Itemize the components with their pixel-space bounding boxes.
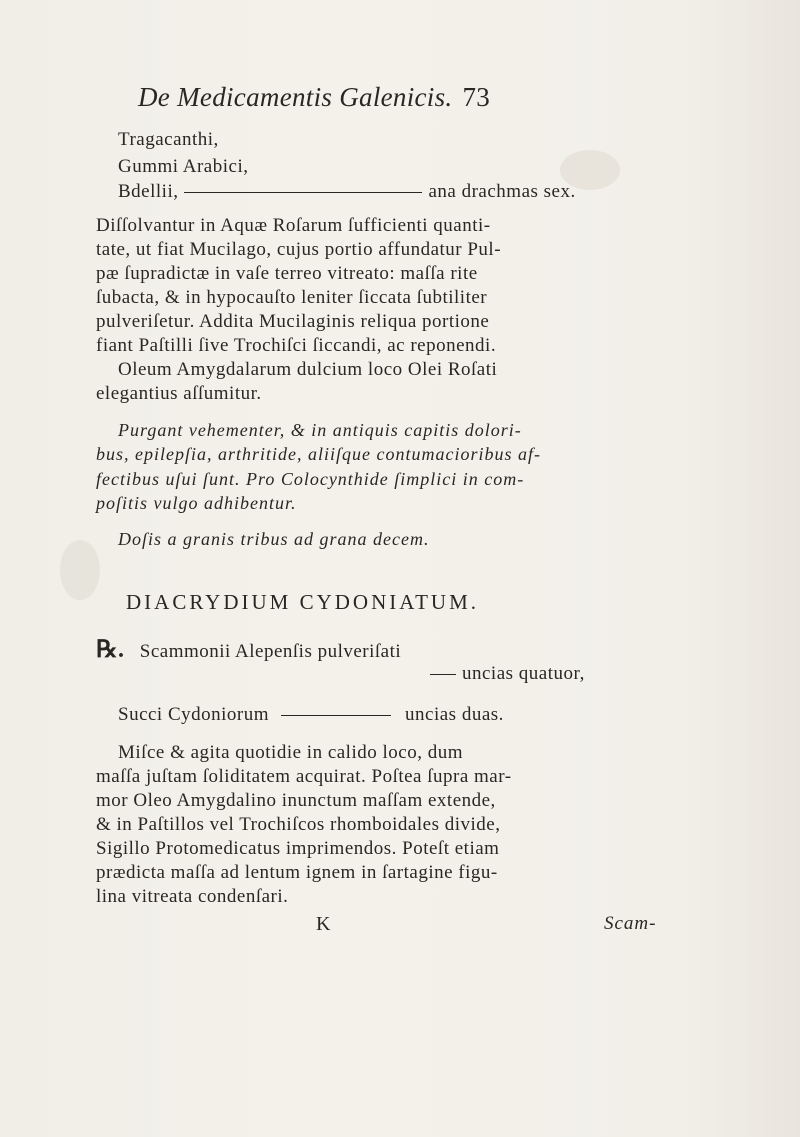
signature-mark: K	[316, 913, 331, 935]
paragraph-line: elegantius aſſumitur.	[96, 383, 262, 404]
paragraph-line: maſſa juſtam ſoliditatem acquirat. Poſtea ſupra mar-	[96, 766, 512, 787]
paragraph-line: pulveriſetur. Addita Mucilaginis reliqua portione	[96, 311, 490, 332]
ingredient-dose: uncias quatuor,	[462, 663, 585, 684]
dash-rule	[281, 715, 391, 716]
paragraph-line: Sigillo Protomedicatus imprimendos. Poteſt etiam	[96, 838, 500, 859]
ingredient-line: Tragacanthi,	[118, 129, 219, 150]
ingredient-line: Gummi Arabici,	[118, 156, 249, 177]
header-title: De Medicamentis Galenicis.	[138, 82, 453, 112]
paragraph-line: Oleum Amygdalarum dulcium loco Olei Roſati	[118, 359, 498, 380]
paragraph-line: Miſce & agita quotidie in calido loco, dum	[118, 742, 463, 763]
italic-line: bus, epilepſia, arthritide, aliiſque contumacioribus af-	[96, 444, 541, 464]
paper-stain	[60, 540, 100, 600]
paragraph-line: pæ ſupradictæ in vaſe terreo vitreato: maſſa rite	[96, 263, 478, 284]
dash-rule	[430, 674, 456, 675]
recipe-line	[430, 664, 585, 683]
section-title: DIACRYDIUM CYDONIATUM.	[126, 590, 480, 614]
page-number: 73	[462, 82, 491, 112]
italic-line: poſitis vulgo adhibentur.	[96, 493, 297, 513]
paragraph-line: & in Paſtillos vel Trochiſcos rhomboidales divide,	[96, 814, 501, 835]
ingredient-name: Succi Cydoniorum	[118, 704, 270, 725]
paragraph-line: ſubacta, & in hypocauſto leniter ſiccata ſubtiliter	[96, 287, 488, 308]
paragraph-line: Diſſolvantur in Aquæ Roſarum ſufficienti quanti-	[96, 215, 491, 236]
paragraph-line: tate, ut fiat Mucilago, cujus portio affundatur Pul-	[96, 239, 502, 260]
catchword: Scam-	[604, 913, 657, 934]
italic-line: Purgant vehementer, & in antiquis capitis dolori-	[118, 420, 522, 440]
italic-line: fectibus uſui ſunt. Pro Colocynthide ſimplici in com-	[96, 469, 525, 489]
ingredient-name: Scammonii Alepenſis pulveriſati	[139, 641, 402, 662]
recipe-line	[118, 705, 504, 724]
ingredient-name: Bdellii,	[118, 181, 179, 202]
paragraph-line: fiant Paſtilli ſive Trochiſci ſiccandi, ac reponendi.	[96, 335, 497, 356]
paragraph-line: mor Oleo Amygdalino inunctum maſſam extende,	[96, 790, 496, 811]
dosage-line: Doſis a granis tribus ad grana decem.	[118, 529, 430, 549]
paragraph-line: prædicta maſſa ad lentum ignem in ſartagine figu-	[96, 862, 498, 883]
paragraph-line: lina vitreata condenſari.	[96, 886, 289, 907]
running-header	[138, 84, 490, 111]
ingredient-dose: uncias duas.	[405, 704, 504, 725]
recipe-line	[96, 638, 401, 662]
recipe-symbol: ℞.	[96, 637, 125, 663]
ingredient-dose: ana drachmas sex.	[428, 181, 576, 202]
dash-rule	[184, 192, 422, 193]
ingredient-line	[118, 182, 576, 201]
